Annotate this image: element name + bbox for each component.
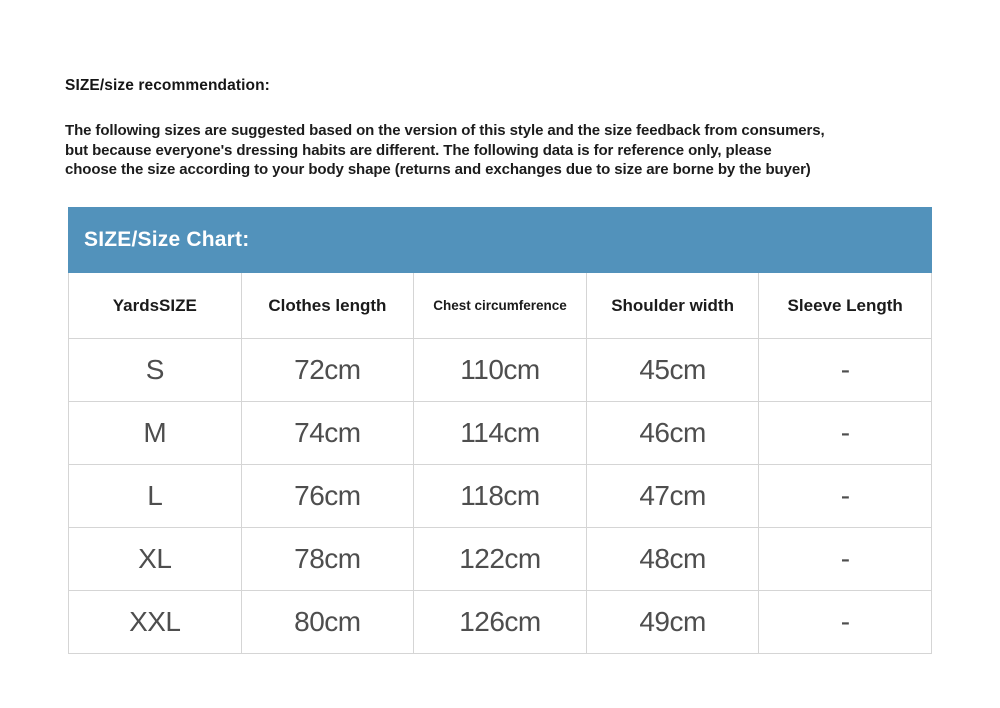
measurement-cell: 49cm [586,591,759,654]
size-chart-section [68,207,932,654]
measurement-cell: 47cm [586,465,759,528]
measurement-cell: - [759,339,932,402]
size-table [68,273,932,654]
measurement-cell: 45cm [586,339,759,402]
size-chart-title: SIZE/Size Chart: [84,228,250,251]
measurement-cell: - [759,591,932,654]
measurement-cell: - [759,465,932,528]
measurement-cell: 78cm [241,528,414,591]
measurement-cell: 48cm [586,528,759,591]
measurement-cell: 114cm [414,402,587,465]
measurement-cell: 74cm [241,402,414,465]
measurement-cell: 118cm [414,465,587,528]
disclaimer-line-3: choose the size according to your body shape (returns and exchanges due to size are borne by the buyer) [65,161,811,178]
measurement-cell: 80cm [241,591,414,654]
size-label-cell: XL [69,528,242,591]
column-header-sleeve-length: Sleeve Length [759,273,932,339]
table-row [69,339,932,402]
measurement-cell: 110cm [414,339,587,402]
table-row [69,465,932,528]
measurement-cell: 72cm [241,339,414,402]
size-label-cell: XXL [69,591,242,654]
disclaimer-line-2: but because everyone's dressing habits are different. The following data is for reference only, please [65,141,772,159]
size-disclaimer-paragraph [65,121,965,180]
measurement-cell: 46cm [586,402,759,465]
table-row [69,591,932,654]
disclaimer-line-1: The following sizes are suggested based on the version of this style and the size feedback from consumers, [65,122,825,139]
size-label-cell: S [69,339,242,402]
size-label-cell: L [69,465,242,528]
size-table-head [69,273,932,339]
size-table-body [69,339,932,654]
table-row [69,402,932,465]
measurement-cell: - [759,528,932,591]
size-label-cell: M [69,402,242,465]
page-title: SIZE/size recommendation: [65,77,270,94]
measurement-cell: - [759,402,932,465]
column-header-shoulder-width: Shoulder width [586,273,759,339]
column-header-chest-circumference: Chest circumference [414,273,587,339]
measurement-cell: 76cm [241,465,414,528]
table-row [69,528,932,591]
size-chart-header-bar [68,207,932,273]
measurement-cell: 122cm [414,528,587,591]
measurement-cell: 126cm [414,591,587,654]
column-header-yardssize: YardsSIZE [69,273,242,339]
size-table-header-row [69,273,932,339]
column-header-clothes-length: Clothes length [241,273,414,339]
